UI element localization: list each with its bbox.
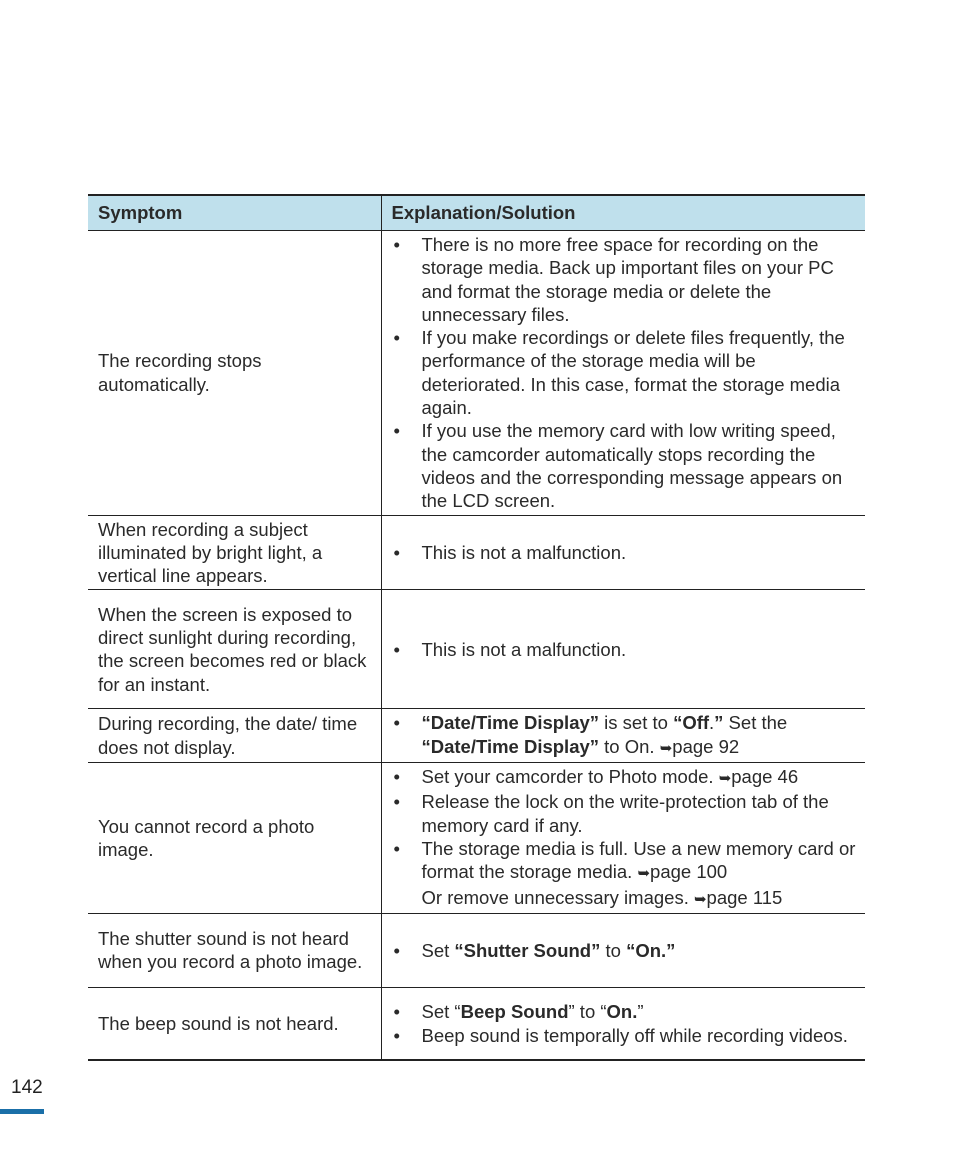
setting-name: “Date/Time Display” [421, 735, 600, 757]
text-fragment: Or remove unnecessary images. [421, 886, 694, 908]
page-number-accent-bar [0, 1109, 44, 1114]
setting-name: “Date/Time Display” [421, 712, 600, 734]
list-item: • There is no more free space for recording on the storage media. Back up important files on your PC and format the storage media or delete the unnecessary files. [392, 233, 858, 326]
list-item [392, 765, 858, 790]
page-reference-arrow-icon: ➥ [637, 865, 651, 883]
solution-cell [381, 987, 865, 1060]
text-fragment: is set to [599, 712, 674, 734]
header-symptom: Symptom [88, 195, 381, 231]
text-fragment: Set the [723, 712, 788, 734]
solution-cell [381, 913, 865, 987]
table-row [88, 987, 865, 1060]
text-fragment: Set your camcorder to Photo mode. [421, 766, 719, 788]
symptom-cell: The recording stops automatically. [88, 231, 381, 516]
symptom-cell: When recording a subject illuminated by bright light, a vertical line appears. [88, 515, 381, 590]
list-item [392, 837, 858, 911]
setting-name: Beep Sound [460, 1001, 569, 1023]
list-item: • If you make recordings or delete files frequently, the performance of the storage media will be deteriorated. In this case, format the storage media again. [392, 326, 858, 419]
list-item: • Beep sound is temporally off while recording videos. [392, 1024, 858, 1047]
symptom-cell: The shutter sound is not heard when you record a photo image. [88, 913, 381, 987]
solution-cell [381, 709, 865, 763]
solution-list [392, 939, 858, 962]
solution-list [392, 638, 858, 661]
text-fragment: to [600, 939, 627, 961]
table-header-row [88, 195, 865, 231]
text-fragment: The storage media is full. Use a new memory card or format the storage media. [421, 837, 856, 883]
text-fragment: ” to “ [568, 1001, 607, 1023]
list-item [392, 1000, 858, 1023]
text-fragment: to On. [599, 735, 660, 757]
page-reference: page 46 [731, 766, 799, 788]
symptom-cell: The beep sound is not heard. [88, 987, 381, 1060]
page-reference: page 100 [650, 861, 728, 883]
page-reference: page 115 [706, 886, 783, 908]
table-row [88, 590, 865, 709]
symptom-cell: During recording, the date/ time does not display. [88, 709, 381, 763]
symptom-cell: You cannot record a photo image. [88, 763, 381, 914]
solution-list [392, 1000, 858, 1047]
solution-cell [381, 590, 865, 709]
text-fragment: . [709, 712, 715, 734]
solution-list [392, 233, 858, 513]
table-row [88, 763, 865, 914]
troubleshooting-table [88, 194, 865, 1061]
page-reference-arrow-icon: ➥ [718, 770, 732, 788]
solution-cell [381, 763, 865, 914]
list-item [392, 939, 858, 962]
page-reference: page 92 [672, 735, 740, 757]
table-row [88, 231, 865, 516]
table-row [88, 709, 865, 763]
symptom-cell: When the screen is exposed to direct sunlight during recording, the screen becomes red or black for an instant. [88, 590, 381, 709]
header-solution: Explanation/Solution [381, 195, 865, 231]
page-reference-arrow-icon: ➥ [693, 890, 707, 908]
solution-cell [381, 231, 865, 516]
setting-value: “Off [673, 712, 710, 734]
solution-cell [381, 515, 865, 590]
solution-list [392, 765, 858, 911]
text-fragment: Set [421, 939, 455, 961]
text-fragment: ” [637, 1001, 644, 1023]
list-item: • If you use the memory card with low writing speed, the camcorder automatically stops recording the videos and the corresponding message appears on the LCD screen. [392, 419, 858, 512]
list-item [392, 711, 858, 760]
text-fragment: ” [714, 712, 724, 734]
page-reference-arrow-icon: ➥ [659, 739, 673, 757]
setting-value: “On.” [626, 939, 676, 961]
table-row [88, 515, 865, 590]
list-item: • This is not a malfunction. [392, 541, 858, 564]
solution-list [392, 541, 858, 564]
table-row [88, 913, 865, 987]
setting-value: On. [606, 1001, 638, 1023]
page-number: 142 [11, 1077, 43, 1098]
list-item: • Release the lock on the write-protection tab of the memory card if any. [392, 790, 858, 837]
text-fragment: Set “ [421, 1001, 461, 1023]
setting-name: “Shutter Sound” [454, 939, 601, 961]
list-item: • This is not a malfunction. [392, 638, 858, 661]
solution-list [392, 711, 858, 760]
